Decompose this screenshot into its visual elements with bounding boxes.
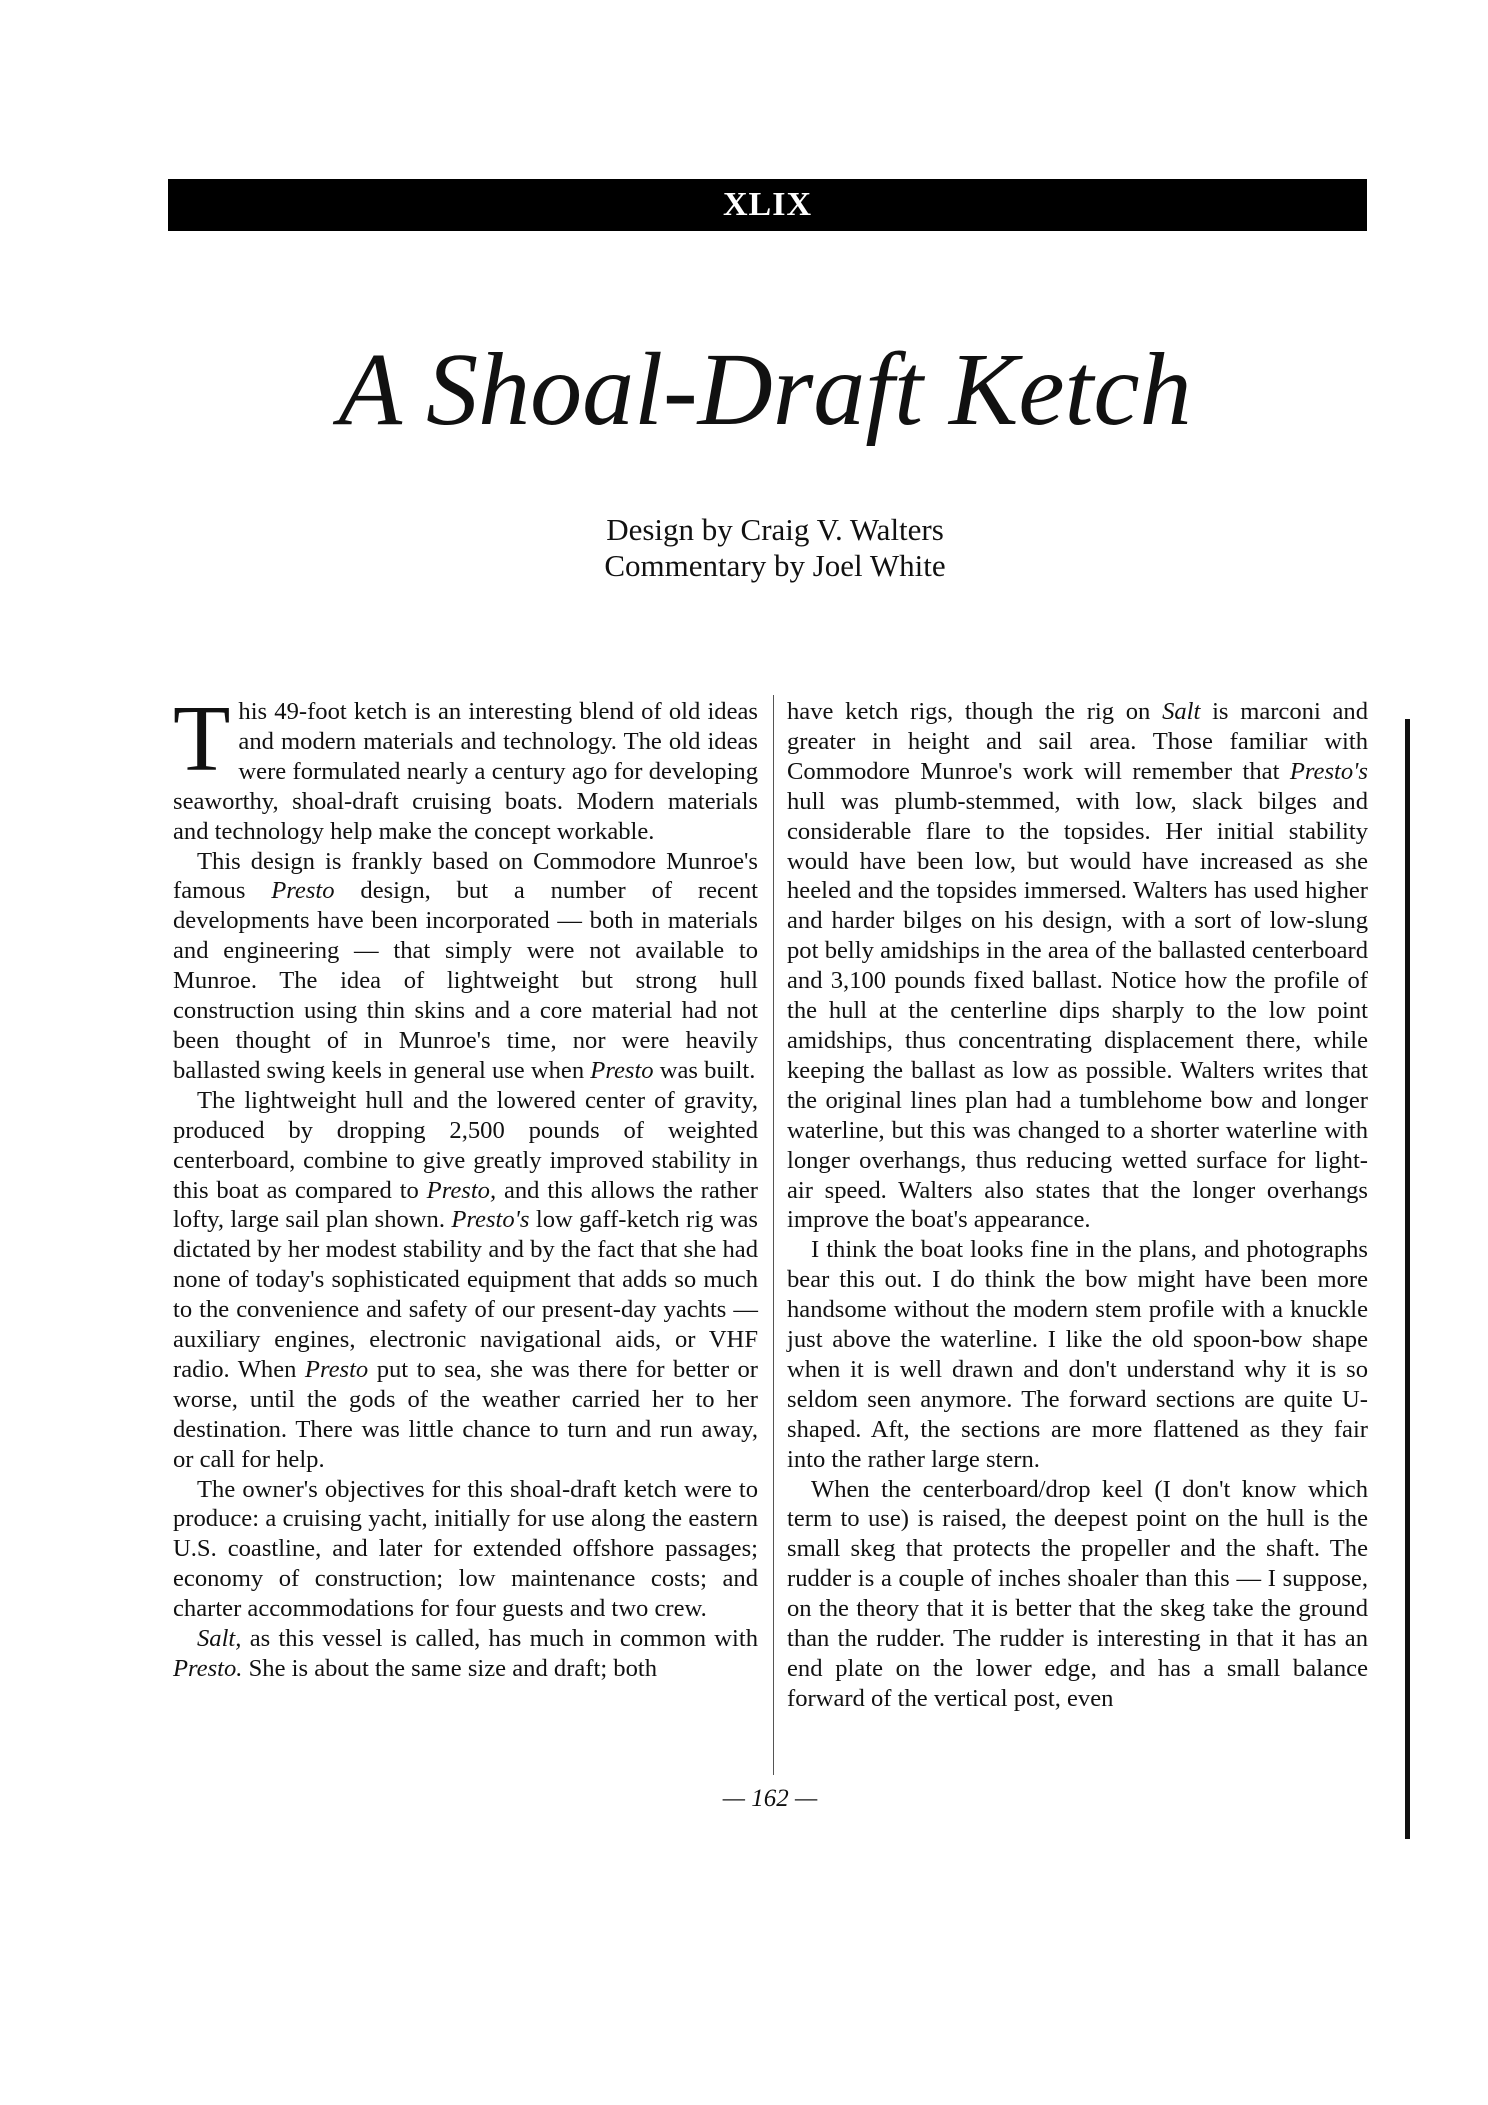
design-credit: Design by Craig V. Walters xyxy=(606,512,944,547)
chapter-banner xyxy=(168,179,1367,231)
paragraph: have ketch rigs, though the rig on Salt is marconi and greater in height and sail area. Those familiar with Commodore Munroe's work will remember that Presto's hull was plumb-stemmed, with low, slack bilges and considerable flare to the topsides. Her initial stability would have been low, but would have increased as she heeled and the topsides immersed. Walters has used higher and harder bilges on his design, with a sort of low-slung pot belly amidships in the area of the ballasted centerboard and 3,100 pounds fixed ballast. Notice how the profile of the hull at the centerline dips sharply to the low point amidships, thus concentrating displacement there, while keeping the ballast as low as possible. Walters writes that the original lines plan had a tumblehome bow and longer waterline, but this was changed to a shorter waterline with longer overhangs, thus reducing wetted surface for light-air speed. Walters also states that the longer overhangs improve the boat's appearance. xyxy=(787,698,1369,1234)
paragraph: The owner's objectives for this shoal-draft ketch were to produce: a cruising yacht, initially for use along the eastern U.S. coastline, and later for extended offshore passages; economy of construction; low maintenance costs; and charter accommodations for four guests and two crew. xyxy=(173,1475,758,1623)
left-column xyxy=(173,687,758,1684)
page-number: — 162 — xyxy=(722,1785,818,1812)
column-divider xyxy=(773,695,774,1775)
right-column xyxy=(787,697,1368,1714)
paragraph: Salt, as this vessel is called, has much in common with Presto. She is about the same size and draft; both xyxy=(173,1625,758,1682)
credits xyxy=(500,512,1050,584)
commentary-credit: Commentary by Joel White xyxy=(604,548,946,583)
paragraph: The lightweight hull and the lowered center of gravity, produced by dropping 2,500 pounds of weighted centerboard, combine to give greatly improved stability in this boat as compared to Presto, and this allows the rather lofty, large sail plan shown. Presto's low gaff-ketch rig was dictated by her modest stability and by the fact that she had none of today's sophisticated equipment that adds so much to the convenience and safety of our present-day yachts — auxiliary engines, electronic navigational aids, or VHF radio. When Presto put to sea, she was there for better or worse, until the gods of the weather carried her to her destination. There was little chance to turn and run away, or call for help. xyxy=(173,1086,758,1473)
margin-rule xyxy=(1405,719,1410,1839)
paragraph: I think the boat looks fine in the plans, and photographs bear this out. I do think the bow might have been more handsome without the modern stem profile with a knuckle just above the waterline. I like the old spoon-bow shape when it is well drawn and don't understand why it is so seldom seen anymore. The forward sections are quite U-shaped. Aft, the sections are more flattened as they fair into the rather large stern. xyxy=(787,1236,1368,1473)
paragraph: This design is frankly based on Commodore Munroe's famous Presto design, but a number of recent developments have been incorporated — both in materials and engineering — that simply were not available to Munroe. The idea of lightweight but strong hull construction using thin skins and a core material had not been thought of in Munroe's time, nor were heavily ballasted swing keels in general use when Presto was built. xyxy=(173,847,758,1084)
paragraph: This 49-foot ketch is an interesting blend of old ideas and modern materials and technology. The old ideas were formulated nearly a century ago for developing seaworthy, shoal-draft cruising boats. Modern materials and technology help make the concept workable. xyxy=(173,687,758,845)
paragraph: When the centerboard/drop keel (I don't know which term to use) is raised, the deepest point on the hull is the small skeg that protects the propeller and the shaft. The rudder is a couple of inches shoaler than this — I suppose, on the theory that it is better that the skeg take the ground than the rudder. The rudder is interesting in that it has an end plate on the lower edge, and has a small balance forward of the vertical post, even xyxy=(787,1475,1368,1712)
drop-cap: T xyxy=(173,687,231,791)
chapter-title: A Shoal-Draft Ketch xyxy=(338,332,1192,447)
chapter-number: XLIX xyxy=(722,186,813,223)
